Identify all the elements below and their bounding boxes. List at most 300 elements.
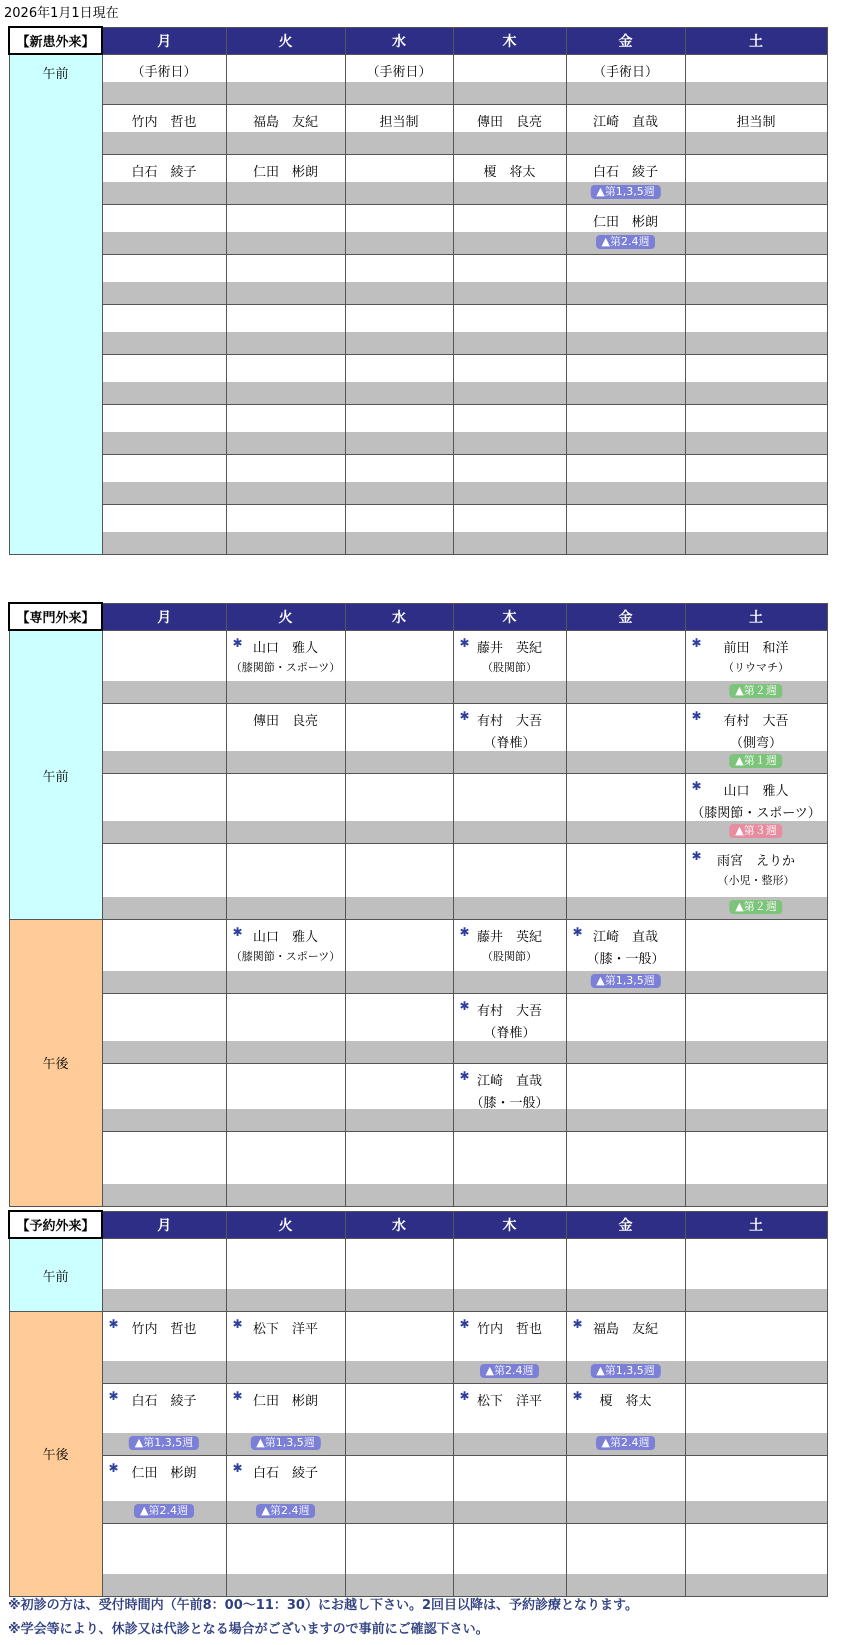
schedule-cell (567, 1312, 685, 1383)
day-header: 金 (566, 1211, 685, 1238)
schedule-cell (227, 1312, 345, 1383)
week-badge: ▲第1,3,5週 (590, 185, 660, 199)
schedule-cell (346, 631, 453, 703)
schedule-cell (686, 205, 827, 254)
schedule-cell (567, 455, 685, 504)
gray-band (103, 751, 226, 773)
gray-band (454, 1574, 566, 1596)
schedule-cell (454, 305, 566, 354)
schedule-cell (454, 455, 566, 504)
day-cell (226, 504, 345, 554)
period-label (9, 54, 102, 554)
gray-band (103, 897, 226, 919)
schedule-cell (227, 1132, 345, 1206)
gray-band (686, 432, 827, 454)
schedule-cell (103, 1524, 226, 1596)
gray-band (686, 182, 827, 204)
gray-band (346, 1501, 453, 1523)
day-cell (453, 104, 566, 154)
day-cell (102, 504, 226, 554)
schedule-cell (686, 1239, 827, 1311)
week-badge: ▲第1,3,5週 (590, 974, 660, 988)
schedule-cell (346, 1312, 453, 1383)
day-cell (102, 104, 226, 154)
schedule-cell (103, 774, 226, 843)
day-cell (102, 703, 226, 773)
doctor-name: 仁田 彬朗 (592, 214, 658, 230)
schedule-cell (567, 1524, 685, 1596)
asterisk-icon: ✱ (459, 1316, 470, 1331)
schedule-cell (346, 1064, 453, 1131)
doctor-name: 傳田 良亮 (476, 114, 542, 130)
schedule-cell (686, 994, 827, 1063)
period-text: 午後 (42, 1057, 69, 1072)
day-cell (566, 993, 685, 1063)
period-label (9, 1238, 102, 1311)
schedule-cell (227, 355, 345, 404)
day-cell (685, 1455, 827, 1523)
doctor-name: 江崎 直哉 (476, 1073, 542, 1089)
day-cell (345, 154, 453, 204)
special-schedule (8, 602, 828, 1207)
schedule-cell (567, 105, 685, 154)
doctor-name: （手術日） (366, 64, 432, 80)
gray-band (103, 82, 226, 104)
schedule-cell (103, 405, 226, 454)
day-cell (345, 1238, 453, 1311)
day-cell (226, 254, 345, 304)
gray-band (103, 821, 226, 843)
day-cell (453, 919, 566, 993)
day-cell (345, 354, 453, 404)
gray-band (567, 1041, 685, 1063)
specialty-label: （股関節） (482, 660, 537, 674)
gray-band (227, 971, 345, 993)
day-header: 土 (685, 1211, 827, 1238)
day-cell (566, 630, 685, 703)
doctor-name: 有村 大吾 (723, 713, 789, 729)
doctor-name: 山口 雅人 (252, 640, 318, 656)
day-cell (226, 1523, 345, 1596)
schedule-cell (227, 155, 345, 204)
gray-band (227, 532, 345, 554)
gray-band (227, 432, 345, 454)
period-label (9, 1311, 102, 1596)
asterisk-icon: ✱ (459, 924, 470, 939)
schedule-cell (103, 455, 226, 504)
day-cell (566, 773, 685, 843)
schedule-cell (686, 844, 827, 919)
schedule-cell (227, 774, 345, 843)
day-cell (685, 1523, 827, 1596)
gray-band (227, 182, 345, 204)
doctor-name: 竹内 哲也 (131, 114, 197, 130)
week-badge: ▲第１週 (729, 754, 782, 768)
day-cell (685, 1238, 827, 1311)
gray-band (686, 971, 827, 993)
day-cell (453, 1131, 566, 1206)
gray-band (686, 1109, 827, 1131)
week-badge: ▲第1,3,5週 (129, 1436, 199, 1450)
schedule-cell (227, 505, 345, 554)
reserve-schedule (8, 1210, 828, 1597)
gray-band (227, 132, 345, 154)
schedule-cell (686, 1456, 827, 1523)
gray-band (454, 821, 566, 843)
day-cell (566, 1063, 685, 1131)
day-cell (102, 154, 226, 204)
schedule-cell (346, 704, 453, 773)
schedule-cell (346, 305, 453, 354)
doctor-name: （手術日） (592, 64, 658, 80)
gray-band (103, 132, 226, 154)
day-header: 土 (685, 603, 827, 630)
day-cell (453, 404, 566, 454)
gray-band (686, 1361, 827, 1383)
day-cell (102, 1131, 226, 1206)
day-cell (226, 843, 345, 919)
gray-band (454, 382, 566, 404)
gray-band (346, 971, 453, 993)
gray-band (346, 1041, 453, 1063)
doctor-name: 江崎 直哉 (592, 114, 658, 130)
day-cell (226, 773, 345, 843)
day-cell (685, 993, 827, 1063)
schedule-cell (454, 1132, 566, 1206)
asterisk-icon: ✱ (572, 1316, 583, 1331)
gray-band (227, 1574, 345, 1596)
gray-band (454, 282, 566, 304)
asterisk-icon: ✱ (459, 998, 470, 1013)
day-cell (566, 1131, 685, 1206)
schedule-cell (346, 255, 453, 304)
schedule-cell (103, 105, 226, 154)
schedule-cell (103, 55, 226, 104)
schedule-cell (346, 774, 453, 843)
gray-band (454, 1433, 566, 1455)
schedule-cell (103, 1384, 226, 1455)
gray-band (346, 897, 453, 919)
gray-band (103, 971, 226, 993)
schedule-cell (227, 920, 345, 993)
doctor-name: （手術日） (131, 64, 197, 80)
asterisk-icon: ✱ (232, 1388, 243, 1403)
day-cell (566, 504, 685, 554)
doctor-name: 松下 洋平 (252, 1321, 318, 1337)
schedule-cell (103, 844, 226, 919)
gray-band (227, 1184, 345, 1206)
schedule-cell (686, 774, 827, 843)
doctor-name: 有村 大吾 (476, 713, 542, 729)
gray-band (227, 232, 345, 254)
day-cell (453, 773, 566, 843)
asterisk-icon: ✱ (572, 1388, 583, 1403)
schedule-cell (227, 1524, 345, 1596)
schedule-cell (103, 1239, 226, 1311)
week-badge: ▲第２週 (729, 900, 782, 914)
week-badge: ▲第2.4週 (596, 1436, 656, 1450)
doctor-name: 藤井 英紀 (476, 929, 542, 945)
day-cell (345, 919, 453, 993)
day-cell (102, 1238, 226, 1311)
doctor-name: 担当制 (736, 114, 776, 130)
schedule-cell (567, 205, 685, 254)
schedule-cell (346, 505, 453, 554)
schedule-cell (686, 1132, 827, 1206)
day-cell (685, 630, 827, 703)
specialty-label: （脊椎） (483, 1025, 536, 1041)
gray-band (346, 1289, 453, 1311)
day-cell (566, 1238, 685, 1311)
schedule-cell (454, 105, 566, 154)
gray-band (686, 482, 827, 504)
doctor-name: 竹内 哲也 (476, 1321, 542, 1337)
schedule-cell (567, 1064, 685, 1131)
day-header: 月 (102, 603, 226, 630)
day-cell (345, 843, 453, 919)
day-cell (453, 1311, 566, 1383)
day-cell (453, 1455, 566, 1523)
period-text: 午前 (42, 67, 69, 82)
schedule-cell (227, 55, 345, 104)
day-cell (685, 104, 827, 154)
specialty-label: （リウマチ） (723, 660, 789, 674)
schedule-cell (346, 1524, 453, 1596)
day-cell (226, 204, 345, 254)
day-cell (226, 993, 345, 1063)
day-cell (566, 454, 685, 504)
day-header: 水 (345, 1211, 453, 1238)
doctor-name: 福島 友紀 (592, 1321, 658, 1337)
gray-band (346, 232, 453, 254)
schedule-cell (103, 1064, 226, 1131)
day-cell (685, 354, 827, 404)
schedule-cell (567, 774, 685, 843)
day-cell (102, 254, 226, 304)
week-badge: ▲第２週 (729, 684, 782, 698)
asterisk-icon: ✱ (691, 778, 702, 793)
day-cell (226, 1383, 345, 1455)
day-header: 月 (102, 27, 226, 54)
day-cell (345, 1131, 453, 1206)
day-cell (685, 204, 827, 254)
day-cell (685, 304, 827, 354)
day-cell (453, 630, 566, 703)
gray-band (567, 482, 685, 504)
day-cell (566, 703, 685, 773)
schedule-cell (103, 631, 226, 703)
schedule-cell (346, 405, 453, 454)
schedule-cell (686, 631, 827, 703)
schedule-cell (227, 1456, 345, 1523)
day-cell (345, 1523, 453, 1596)
schedule-cell (346, 155, 453, 204)
gray-band (346, 532, 453, 554)
schedule-cell (227, 405, 345, 454)
gray-band (567, 1501, 685, 1523)
doctor-name: 担当制 (379, 114, 419, 130)
gray-band (103, 1041, 226, 1063)
gray-band (346, 282, 453, 304)
day-cell (345, 54, 453, 104)
asterisk-icon: ✱ (459, 635, 470, 650)
schedule-cell (686, 305, 827, 354)
day-cell (102, 304, 226, 354)
schedule-cell (454, 774, 566, 843)
day-cell (345, 993, 453, 1063)
day-cell (566, 154, 685, 204)
schedule-cell (103, 305, 226, 354)
day-cell (566, 919, 685, 993)
day-cell (102, 630, 226, 703)
day-cell (102, 454, 226, 504)
gray-band (567, 1109, 685, 1131)
period-label (9, 919, 102, 1206)
day-cell (566, 1523, 685, 1596)
day-cell (102, 1455, 226, 1523)
day-cell (226, 54, 345, 104)
gray-band (454, 1501, 566, 1523)
day-cell (102, 919, 226, 993)
day-cell (226, 104, 345, 154)
asterisk-icon: ✱ (108, 1316, 119, 1331)
day-header: 土 (685, 27, 827, 54)
gray-band (103, 232, 226, 254)
schedule-cell (454, 1456, 566, 1523)
gray-band (686, 382, 827, 404)
schedule-cell (103, 355, 226, 404)
gray-band (454, 897, 566, 919)
day-cell (566, 104, 685, 154)
schedule-cell (103, 994, 226, 1063)
day-header: 水 (345, 27, 453, 54)
day-header: 木 (453, 27, 566, 54)
gray-band (227, 681, 345, 703)
week-badge: ▲第1,3,5週 (590, 1364, 660, 1378)
day-cell (685, 773, 827, 843)
schedule-cell (103, 1132, 226, 1206)
doctor-name: 仁田 彬朗 (252, 1393, 318, 1409)
day-cell (453, 354, 566, 404)
day-cell (345, 773, 453, 843)
gray-band (103, 482, 226, 504)
day-cell (102, 1063, 226, 1131)
day-header: 火 (226, 603, 345, 630)
asterisk-icon: ✱ (232, 1316, 243, 1331)
day-cell (102, 1383, 226, 1455)
schedule-cell (103, 1456, 226, 1523)
new-schedule (8, 26, 828, 555)
gray-band (686, 1501, 827, 1523)
schedule-cell (103, 1312, 226, 1383)
gray-band (103, 681, 226, 703)
schedule-cell (686, 455, 827, 504)
day-cell (685, 1383, 827, 1455)
day-cell (226, 1063, 345, 1131)
gray-band (227, 1109, 345, 1131)
schedule-cell (227, 455, 345, 504)
schedule-cell (103, 920, 226, 993)
day-cell (102, 993, 226, 1063)
gray-band (346, 132, 453, 154)
gray-band (567, 282, 685, 304)
doctor-name: 前田 和洋 (723, 640, 789, 656)
gray-band (686, 332, 827, 354)
day-cell (685, 1063, 827, 1131)
schedule-cell (567, 355, 685, 404)
day-cell (685, 1311, 827, 1383)
asterisk-icon: ✱ (459, 708, 470, 723)
gray-band (346, 1184, 453, 1206)
asterisk-icon: ✱ (232, 924, 243, 939)
new-patient-table (8, 26, 826, 555)
day-header: 火 (226, 27, 345, 54)
gray-band (346, 1361, 453, 1383)
schedule-cell (227, 631, 345, 703)
gray-band (346, 821, 453, 843)
gray-band (103, 1574, 226, 1596)
gray-band (686, 282, 827, 304)
doctor-name: 江崎 直哉 (592, 929, 658, 945)
schedule-cell (454, 505, 566, 554)
doctor-name: 山口 雅人 (723, 783, 789, 799)
schedule-cell (567, 55, 685, 104)
gray-band (686, 82, 827, 104)
day-cell (102, 773, 226, 843)
gray-band (103, 1184, 226, 1206)
gray-band (227, 332, 345, 354)
gray-band (454, 1289, 566, 1311)
schedule-cell (103, 704, 226, 773)
schedule-cell (454, 1524, 566, 1596)
schedule-cell (686, 105, 827, 154)
schedule-cell (454, 405, 566, 454)
specialty-label: （膝関節・スポーツ） (691, 805, 821, 821)
schedule-cell (103, 505, 226, 554)
day-cell (566, 1311, 685, 1383)
gray-band (346, 681, 453, 703)
reservation-table (8, 1210, 826, 1597)
gray-band (346, 82, 453, 104)
schedule-cell (346, 920, 453, 993)
day-cell (566, 54, 685, 104)
gray-band (227, 1289, 345, 1311)
gray-band (567, 1289, 685, 1311)
asterisk-icon: ✱ (232, 1460, 243, 1475)
gray-band (346, 1433, 453, 1455)
day-cell (453, 504, 566, 554)
day-header: 金 (566, 27, 685, 54)
asterisk-icon: ✱ (459, 1068, 470, 1083)
as-of-date: 2026年1月1日現在 (4, 6, 119, 21)
gray-band (567, 821, 685, 843)
notes (8, 1594, 638, 1642)
gray-band (346, 1574, 453, 1596)
day-cell (345, 304, 453, 354)
doctor-name: 有村 大吾 (476, 1003, 542, 1019)
day-cell (345, 204, 453, 254)
section-label: 【専門外来】 (9, 603, 102, 630)
day-cell (685, 254, 827, 304)
schedule-cell (567, 505, 685, 554)
gray-band (103, 332, 226, 354)
week-badge: ▲第2.4週 (134, 1504, 194, 1518)
day-cell (226, 703, 345, 773)
gray-band (567, 897, 685, 919)
day-cell (453, 154, 566, 204)
day-cell (453, 304, 566, 354)
gray-band (227, 282, 345, 304)
